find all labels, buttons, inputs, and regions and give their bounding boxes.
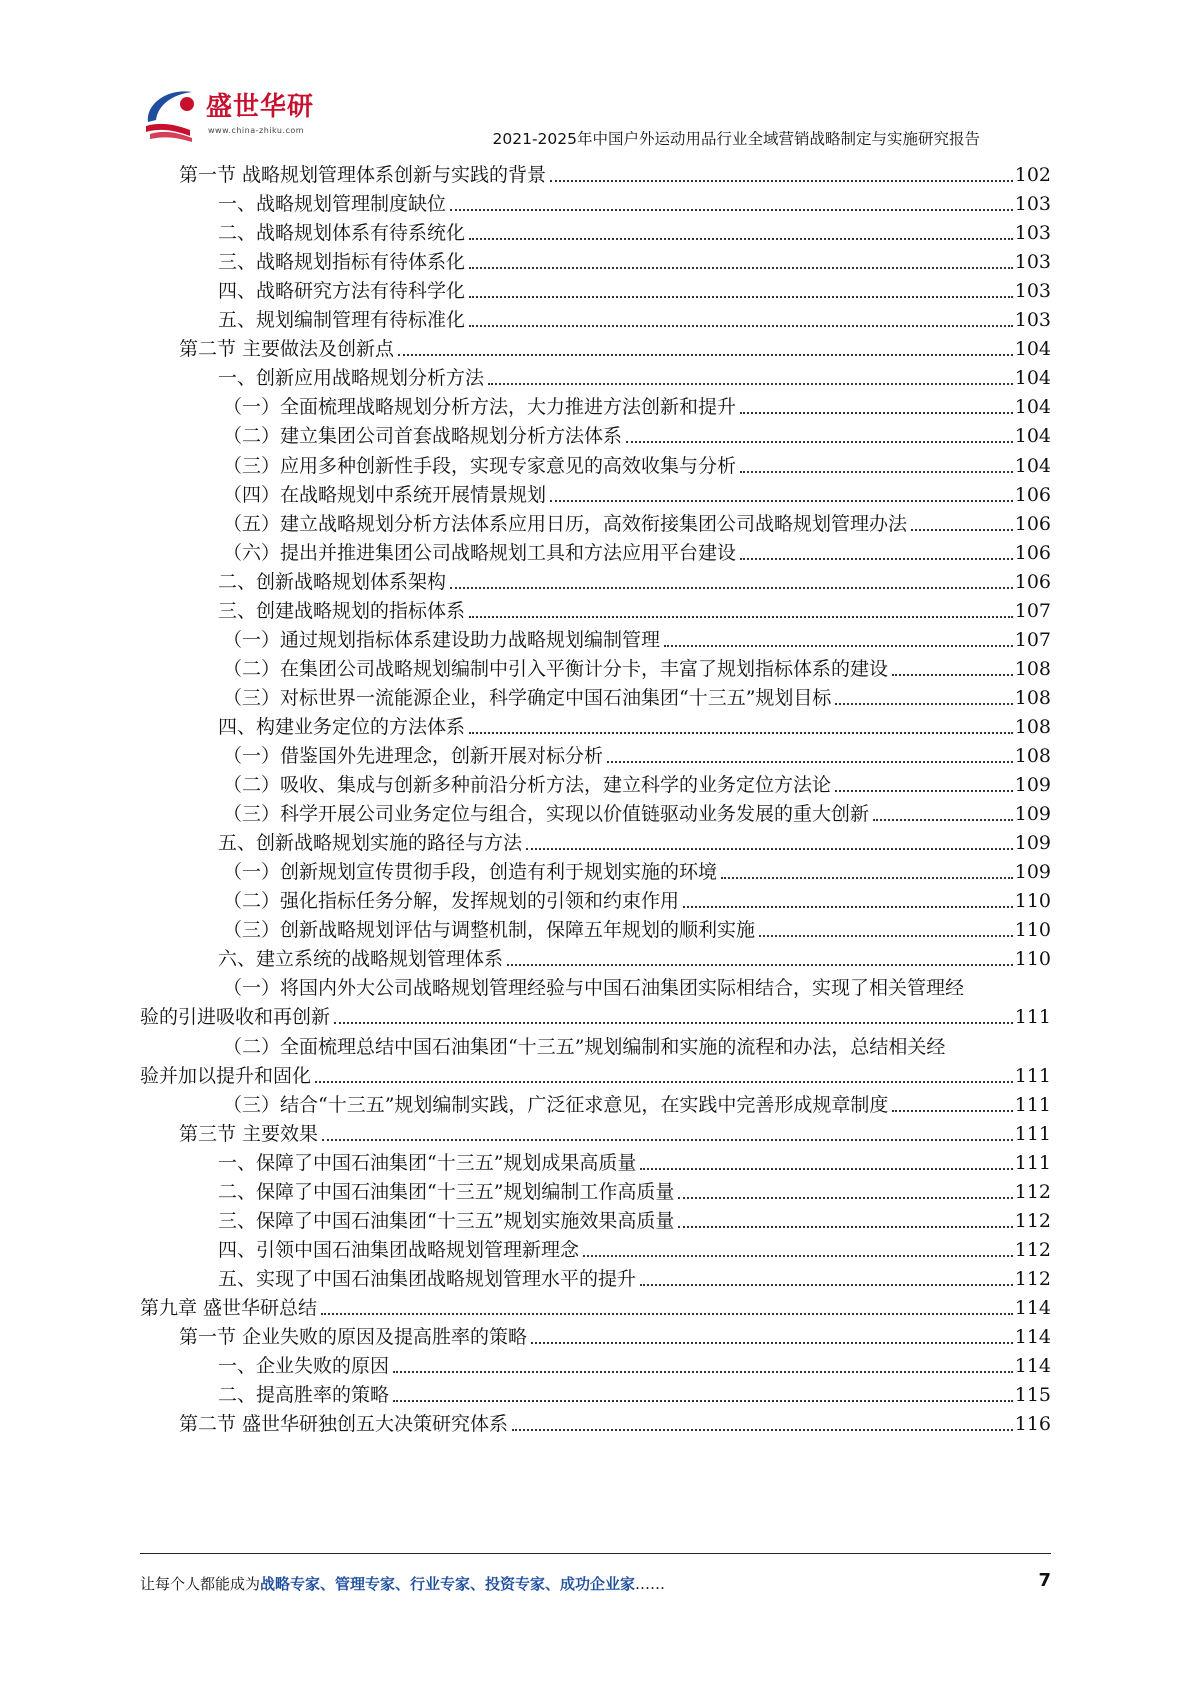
toc-entry-title: 五、创新战略规划实施的路径与方法 bbox=[218, 832, 523, 855]
toc-entry-title: （三）应用多种创新性手段，实现专家意见的高效收集与分析 bbox=[223, 454, 737, 477]
toc-entry-page: 109 bbox=[1014, 774, 1051, 797]
toc-entry-title: 第九章 盛世华研总结 bbox=[140, 1296, 318, 1319]
toc-entry-page: 110 bbox=[1014, 919, 1051, 942]
footer-divider bbox=[140, 1553, 1051, 1554]
toc-entry-page: 104 bbox=[1014, 425, 1051, 448]
toc-leader-dots bbox=[640, 1168, 1012, 1170]
toc-entry-page: 114 bbox=[1014, 1296, 1051, 1319]
toc-entry-title: 四、战略研究方法有待科学化 bbox=[218, 280, 466, 303]
page-header bbox=[0, 0, 1191, 150]
toc-leader-dots bbox=[626, 441, 1013, 443]
toc-entry[interactable] bbox=[223, 421, 1051, 451]
toc-entry[interactable] bbox=[218, 1235, 1051, 1265]
toc-leader-dots bbox=[607, 761, 1013, 763]
toc-entry[interactable] bbox=[218, 1206, 1051, 1236]
toc-entry-page: 106 bbox=[1014, 483, 1051, 506]
toc-entry-page: 103 bbox=[1014, 251, 1051, 274]
toc-entry[interactable] bbox=[223, 741, 1051, 771]
toc-entry[interactable] bbox=[218, 1380, 1051, 1410]
toc-entry-page: 111 bbox=[1014, 1122, 1051, 1145]
toc-leader-dots bbox=[740, 412, 1013, 414]
toc-leader-dots bbox=[683, 906, 1013, 908]
toc-entry-title: 一、保障了中国石油集团“十三五”规划成果高质量 bbox=[218, 1151, 637, 1174]
toc-entry-title: 三、战略规划指标有待体系化 bbox=[218, 251, 466, 274]
toc-entry-page: 112 bbox=[1014, 1238, 1051, 1261]
toc-entry[interactable] bbox=[218, 1148, 1051, 1178]
toc-leader-dots bbox=[740, 558, 1013, 560]
toc-entry-page: 103 bbox=[1014, 193, 1051, 216]
toc-leader-dots bbox=[315, 1081, 1013, 1083]
toc-leader-dots bbox=[334, 1022, 1013, 1024]
toc-entry[interactable] bbox=[218, 828, 1051, 858]
toc-entry[interactable] bbox=[223, 480, 1051, 510]
toc-leader-dots bbox=[835, 703, 1012, 705]
toc-entry-page: 111 bbox=[1014, 1151, 1051, 1174]
toc-entry-title: （五）建立战略规划分析方法体系应用日历，高效衔接集团公司战略规划管理办法 bbox=[223, 512, 908, 535]
toc-entry[interactable] bbox=[223, 886, 1051, 916]
toc-entry[interactable] bbox=[218, 712, 1051, 742]
toc-entry[interactable] bbox=[223, 857, 1051, 887]
toc-entry-title: 五、实现了中国石油集团战略规划管理水平的提升 bbox=[218, 1267, 637, 1290]
toc-leader-dots bbox=[322, 1139, 1013, 1141]
toc-entry-page: 109 bbox=[1014, 803, 1051, 826]
toc-entry-page: 111 bbox=[1014, 1064, 1051, 1087]
toc-entry-page: 102 bbox=[1014, 164, 1051, 186]
toc-entry[interactable] bbox=[218, 1351, 1051, 1381]
toc-entry-page: 104 bbox=[1014, 396, 1051, 419]
toc-entry[interactable] bbox=[218, 189, 1051, 219]
toc-leader-dots bbox=[450, 587, 1013, 589]
toc-entry[interactable] bbox=[218, 247, 1051, 277]
toc-leader-dots bbox=[664, 645, 1013, 647]
footer-slogan-prefix: 让每个人都能成为 bbox=[140, 1575, 261, 1593]
toc-entry-wrap-line: （一）将国内外大公司战略规划管理经验与中国石油集团实际相结合，实现了相关管理经 bbox=[223, 977, 965, 1000]
toc-entry[interactable] bbox=[223, 451, 1051, 481]
footer-slogan-suffix: …… bbox=[635, 1575, 666, 1593]
toc-leader-dots bbox=[526, 848, 1013, 850]
toc-entry-page: 103 bbox=[1014, 222, 1051, 245]
toc-entry-page: 103 bbox=[1014, 309, 1051, 332]
toc-entry-title: （一）通过规划指标体系建设助力战略规划编制管理 bbox=[223, 628, 661, 651]
toc-entry-title: （二）吸收、集成与创新多种前沿分析方法，建立科学的业务定位方法论 bbox=[223, 774, 832, 797]
toc-entry-title: 一、企业失败的原因 bbox=[218, 1355, 390, 1378]
toc-entry[interactable] bbox=[179, 1322, 1051, 1352]
toc-entry[interactable] bbox=[140, 1002, 1051, 1032]
toc-entry-title: 二、创新战略规划体系架构 bbox=[218, 570, 447, 593]
toc-entry[interactable] bbox=[140, 1061, 1051, 1091]
logo-name: 盛世华研 bbox=[206, 92, 315, 122]
toc-leader-dots bbox=[512, 1429, 1013, 1431]
toc-entry-page: 109 bbox=[1014, 861, 1051, 884]
toc-leader-dots bbox=[488, 383, 1013, 385]
toc-entry-title: 四、引领中国石油集团战略规划管理新理念 bbox=[218, 1238, 580, 1261]
toc-entry-page: 103 bbox=[1014, 280, 1051, 303]
toc-leader-dots bbox=[678, 1197, 1012, 1199]
toc-leader-dots bbox=[469, 616, 1013, 618]
toc-entry-title: 一、创新应用战略规划分析方法 bbox=[218, 367, 485, 390]
toc-entry-page: 114 bbox=[1014, 1355, 1051, 1378]
toc-entry-title: 第二节 主要做法及创新点 bbox=[179, 338, 395, 361]
toc-entry-title: （三）创新战略规划评估与调整机制，保障五年规划的顺利实施 bbox=[223, 919, 756, 942]
toc-entry[interactable] bbox=[223, 509, 1051, 539]
toc-leader-dots bbox=[678, 1226, 1012, 1228]
toc-entry-page: 104 bbox=[1014, 454, 1051, 477]
toc-leader-dots bbox=[550, 500, 1013, 502]
toc-entry[interactable] bbox=[179, 1119, 1051, 1149]
toc-leader-dots bbox=[469, 732, 1013, 734]
toc-entry-title: 四、构建业务定位的方法体系 bbox=[218, 715, 466, 738]
toc-leader-dots bbox=[507, 964, 1013, 966]
footer-slogan-highlight: 战略专家、管理专家、行业专家、投资专家、成功企业家 bbox=[260, 1575, 636, 1593]
toc-entry-page: 104 bbox=[1014, 338, 1051, 361]
toc-entry-page: 106 bbox=[1014, 541, 1051, 564]
toc-entry-title: （三）结合“十三五”规划编制实践，广泛征求意见，在实践中完善形成规章制度 bbox=[223, 1093, 889, 1116]
toc-leader-dots bbox=[450, 209, 1013, 211]
toc-entry-wrap-line: （二）全面梳理总结中国石油集团“十三五”规划编制和实施的流程和办法，总结相关经 bbox=[223, 1035, 946, 1058]
toc-entry-title: 验并加以提升和固化 bbox=[140, 1064, 312, 1087]
toc-leader-dots bbox=[873, 819, 1013, 821]
toc-entry-page: 108 bbox=[1014, 657, 1051, 680]
toc-entry-page: 110 bbox=[1014, 890, 1051, 913]
toc-entry[interactable] bbox=[218, 944, 1051, 974]
toc-entry-page: 108 bbox=[1014, 745, 1051, 767]
page-number: 7 bbox=[1038, 1570, 1051, 1591]
toc-entry[interactable] bbox=[223, 770, 1051, 800]
toc-entry[interactable] bbox=[223, 799, 1051, 829]
toc-entry-page: 115 bbox=[1014, 1384, 1051, 1407]
toc-entry-page: 110 bbox=[1014, 948, 1051, 971]
toc-leader-dots bbox=[469, 296, 1013, 298]
toc-entry-page: 104 bbox=[1014, 367, 1051, 390]
toc-leader-dots bbox=[892, 1110, 1012, 1112]
toc-entry-title: （二）建立集团公司首套战略规划分析方法体系 bbox=[223, 425, 623, 448]
toc-leader-dots bbox=[835, 790, 1013, 792]
toc-entry[interactable] bbox=[179, 334, 1051, 364]
toc-entry-page: 112 bbox=[1014, 1267, 1051, 1290]
toc-entry-title: 六、建立系统的战略规划管理体系 bbox=[218, 948, 504, 971]
toc-entry[interactable] bbox=[218, 596, 1051, 626]
logo-swoosh-icon bbox=[140, 82, 206, 146]
toc-leader-dots bbox=[892, 674, 1013, 676]
toc-entry-page: 107 bbox=[1014, 628, 1051, 651]
toc-entry-title: 第一节 战略规划管理体系创新与实践的背景 bbox=[179, 164, 547, 186]
toc-entry[interactable] bbox=[223, 538, 1051, 568]
toc-entry-title: （二）强化指标任务分解，发挥规划的引领和约束作用 bbox=[223, 890, 680, 913]
toc-entry-title: 二、战略规划体系有待系统化 bbox=[218, 222, 466, 245]
toc-leader-dots bbox=[759, 935, 1013, 937]
toc-entry-title: （三）对标世界一流能源企业，科学确定中国石油集团“十三五”规划目标 bbox=[223, 686, 832, 709]
toc-entry-title: （一）全面梳理战略规划分析方法，大力推进方法创新和提升 bbox=[223, 396, 737, 419]
toc-leader-dots bbox=[583, 1255, 1013, 1257]
toc-leader-dots bbox=[469, 238, 1013, 240]
toc-leader-dots bbox=[640, 1284, 1013, 1286]
toc-leader-dots bbox=[393, 1400, 1013, 1402]
toc-entry[interactable] bbox=[218, 305, 1051, 335]
toc-entry-title: （一）借鉴国外先进理念，创新开展对标分析 bbox=[223, 745, 604, 767]
toc-entry[interactable] bbox=[223, 654, 1051, 684]
toc-entry-page: 108 bbox=[1014, 686, 1051, 709]
toc-entry-title: （四）在战略规划中系统开展情景规划 bbox=[223, 483, 547, 506]
toc-entry[interactable] bbox=[223, 625, 1051, 655]
toc-leader-dots bbox=[321, 1313, 1013, 1315]
toc-leader-dots bbox=[393, 1371, 1013, 1373]
toc-entry-page: 107 bbox=[1014, 599, 1051, 622]
toc-entry-title: 验的引进吸收和再创新 bbox=[140, 1006, 331, 1029]
toc-entry-title: 二、保障了中国石油集团“十三五”规划编制工作高质量 bbox=[218, 1180, 675, 1203]
toc-leader-dots bbox=[469, 325, 1013, 327]
toc-entry-page: 112 bbox=[1014, 1209, 1051, 1232]
toc-entry-page: 111 bbox=[1014, 1006, 1051, 1029]
toc-leader-dots bbox=[531, 1342, 1013, 1344]
toc-entry-title: 第一节 企业失败的原因及提高胜率的策略 bbox=[179, 1326, 528, 1348]
toc-entry[interactable] bbox=[223, 683, 1051, 713]
toc-entry[interactable] bbox=[140, 1293, 1051, 1323]
toc-entry-page: 114 bbox=[1014, 1326, 1051, 1348]
toc-entry-title: 二、提高胜率的策略 bbox=[218, 1384, 390, 1407]
toc-entry[interactable] bbox=[218, 363, 1051, 393]
toc-entry[interactable] bbox=[223, 1090, 1051, 1120]
toc-entry[interactable] bbox=[179, 160, 1051, 190]
toc-entry-title: 三、保障了中国石油集团“十三五”规划实施效果高质量 bbox=[218, 1209, 675, 1232]
toc-entry-title: 三、创建战略规划的指标体系 bbox=[218, 599, 466, 622]
report-title: 2021-2025年中国户外运动用品行业全域营销战略制定与实施研究报告 bbox=[492, 130, 980, 148]
toc-entry[interactable] bbox=[218, 567, 1051, 597]
toc-entry-page: 108 bbox=[1014, 715, 1051, 738]
toc-entry-title: 第二节 盛世华研独创五大决策研究体系 bbox=[179, 1413, 509, 1436]
toc-entry-title: 第三节 主要效果 bbox=[179, 1122, 319, 1145]
toc-entry[interactable] bbox=[218, 218, 1051, 248]
toc-entry-page: 106 bbox=[1014, 570, 1051, 593]
toc-entry-page: 111 bbox=[1014, 1093, 1051, 1116]
toc-leader-dots bbox=[398, 354, 1013, 356]
footer-slogan bbox=[140, 1573, 665, 1594]
toc-entry-page: 116 bbox=[1014, 1413, 1051, 1436]
toc-entry[interactable] bbox=[223, 392, 1051, 422]
toc-entry-page: 109 bbox=[1014, 832, 1051, 855]
toc-leader-dots bbox=[721, 877, 1013, 879]
toc-entry-title: （二）在集团公司战略规划编制中引入平衡计分卡，丰富了规划指标体系的建设 bbox=[223, 657, 889, 680]
toc-entry[interactable] bbox=[218, 1264, 1051, 1294]
toc-leader-dots bbox=[740, 471, 1013, 473]
toc-entry[interactable] bbox=[179, 1409, 1051, 1439]
toc-entry-title: （一）创新规划宣传贯彻手段，创造有利于规划实施的环境 bbox=[223, 861, 718, 884]
toc-entry[interactable] bbox=[218, 276, 1051, 306]
toc-leader-dots bbox=[550, 180, 1013, 182]
toc-entry[interactable] bbox=[218, 1177, 1051, 1207]
toc-entry-title: （三）科学开展公司业务定位与组合，实现以价值链驱动业务发展的重大创新 bbox=[223, 803, 870, 826]
toc-leader-dots bbox=[911, 529, 1013, 531]
company-logo bbox=[140, 82, 320, 152]
toc-entry-page: 106 bbox=[1014, 512, 1051, 535]
toc-entry-title: 五、规划编制管理有待标准化 bbox=[218, 309, 466, 332]
logo-url: www.china-zhiku.com bbox=[208, 126, 305, 135]
toc-entry[interactable] bbox=[223, 915, 1051, 945]
toc-entry-title: （六）提出并推进集团公司战略规划工具和方法应用平台建设 bbox=[223, 541, 737, 564]
toc-leader-dots bbox=[469, 267, 1013, 269]
toc-entry-page: 112 bbox=[1014, 1180, 1051, 1203]
toc-entry-title: 一、战略规划管理制度缺位 bbox=[218, 193, 447, 216]
